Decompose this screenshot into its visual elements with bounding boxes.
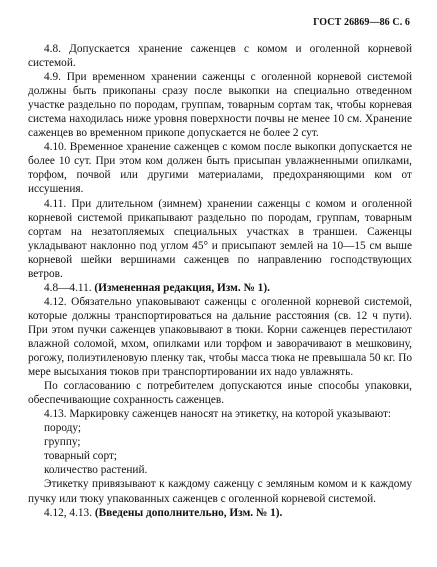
- clause-4-10: 4.10. Временное хранение саженцев с комом после выкопки допускается не более 10 сут. При этом ком должен быть присыпан увлажненными опилками, торфом, почвой или другими материалами, предохраняющими ком от иссушения.: [28, 141, 412, 196]
- amendment-text: (Введены дополнительно, Изм. № 1).: [94, 506, 283, 519]
- standard-header: ГОСТ 26869—86 С. 6: [313, 17, 410, 28]
- label-list-item: породу;: [44, 422, 82, 435]
- clause-4-13: 4.13. Маркировку саженцев наносят на этикетку, на которой указывают:: [44, 408, 392, 421]
- label-list-item: группу;: [44, 436, 81, 449]
- label-list-item: количество растений.: [44, 464, 148, 477]
- label-list-item: товарный сорт;: [44, 450, 118, 463]
- amendment-ref: 4.8—4.11.: [44, 281, 92, 294]
- clause-4-9: 4.9. При временном хранении саженцы с оголенной корневой системой должны быть прикопаны сразу после выкопки на специально отведенном участке раздельно по породам, группам, товарным сортам так, чтобы корневая система находилась ниже уровня поверхности почвы не менее 10 см. Хранение саженцев во временном прикопе допускается не более 2 сут.: [28, 71, 412, 140]
- document-body: [28, 42, 412, 520]
- amendment-note-edited: [28, 281, 412, 295]
- amendment-text: (Измененная редакция, Изм. № 1).: [94, 281, 270, 294]
- label-attachment-paragraph: Этикетку привязывают к каждому саженцу с земляным комом и к каждому пучку или тюку упакованных саженцев с оголенной корневой системой.: [28, 478, 412, 505]
- clause-4-8: 4.8. Допускается хранение саженцев с комом и оголенной корневой системой.: [28, 43, 412, 70]
- agreement-paragraph: По согласованию с потребителем допускаются иные способы упаковки, обеспечивающие сохранность саженцев.: [28, 380, 412, 407]
- clause-4-11: 4.11. При длительном (зимнем) хранении саженцы с комом и оголенной корневой системой прикапывают раздельно по породам, группам, товарным сортам на незатопляемых специальных участках в траншеи. Саженцы укладывают наклонно под углом 45° и присыпают землей на 10—15 см выше корневой шейки вершинами саженцев по направлению господствующих ветров.: [28, 197, 412, 280]
- amendment-ref: 4.12, 4.13.: [44, 506, 93, 519]
- clause-4-12: 4.12. Обязательно упаковывают саженцы с оголенной корневой системой, которые должны транспортироваться на дальние расстояния (св. 12 ч пути). При этом пучки саженцев упаковывают в тюки. Корни саженцев перестилают влажной соломой, мхом, опилками или торфом и заворачивают в мешковину, рогожу, полиэтиленовую пленку так, чтобы масса тюка не превышала 50 кг. По мере высыхания тюков при транспортировании их надо увлажнять.: [28, 295, 412, 379]
- amendment-note-introduced: [28, 506, 412, 520]
